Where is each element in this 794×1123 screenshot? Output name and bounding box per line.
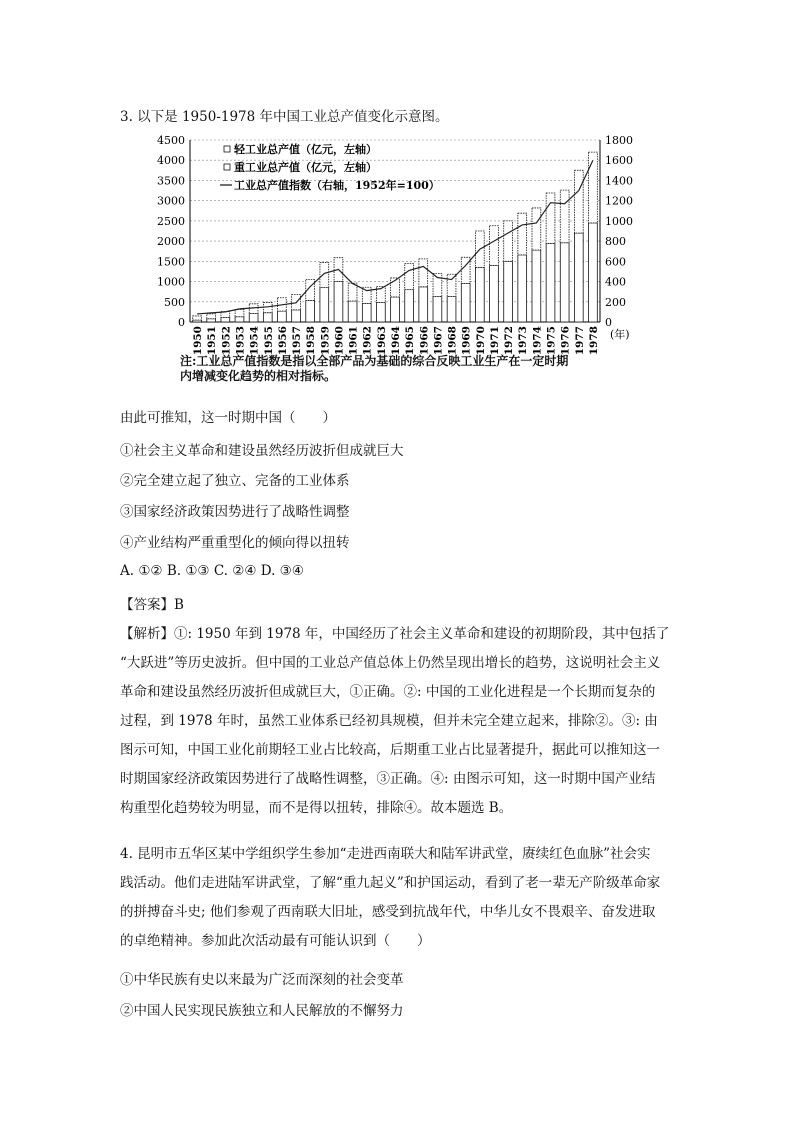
analysis-line-1 (120, 620, 680, 649)
bar-heavy-industry (292, 310, 301, 322)
right-tick-label: 1800 (605, 134, 633, 147)
right-tick-label: 1400 (605, 174, 633, 188)
x-tick-label: 1971 (488, 326, 501, 356)
bar-heavy-industry (518, 255, 527, 322)
right-tick-label: 1200 (605, 194, 633, 208)
x-tick-label: 1970 (474, 326, 487, 356)
bar-heavy-industry (461, 284, 470, 322)
left-tick-label: 1000 (157, 275, 185, 289)
bar-light-industry (193, 316, 202, 320)
left-tick-label: 4500 (157, 134, 185, 147)
bar-light-industry (490, 226, 499, 266)
bar-heavy-industry (546, 244, 555, 322)
analysis-label: 【解析】 (120, 626, 174, 642)
chart-note (180, 354, 620, 384)
bar-heavy-industry (320, 288, 329, 322)
x-tick-label: 1957 (291, 326, 304, 356)
bar-heavy-industry (405, 290, 414, 322)
bar-heavy-industry (475, 267, 484, 322)
x-tick-label: 1974 (531, 326, 544, 356)
chart-svg (150, 132, 650, 357)
analysis-line-6: 时期国家经济政策因势进行了战略性调整，③正确。④: 由图示可知，这一时期中国产业结 (120, 771, 656, 787)
x-tick-label: 1965 (404, 326, 417, 356)
x-tick-label: 1954 (248, 326, 261, 356)
left-tick-label: 500 (164, 295, 185, 309)
q3-prompt: 由此可推知，这一时期中国（ ） (120, 410, 336, 426)
x-tick-label: 1950 (192, 326, 205, 356)
bar-heavy-industry (207, 319, 216, 322)
right-tick-label: 0 (605, 316, 612, 329)
analysis-line-3: 革命和建设虽然经历波折但成就巨大，①正确。②: 中国的工业化进程是一个长期而复杂的 (120, 684, 656, 700)
bar-heavy-industry (278, 311, 287, 322)
right-tick-label: 800 (605, 235, 626, 249)
bar-heavy-industry (249, 314, 258, 322)
bar-heavy-industry (306, 301, 315, 322)
q3-option-1: ①社会主义革命和建设虽然经历波折但成就巨大 (120, 443, 404, 459)
x-tick-label: 1973 (517, 326, 530, 356)
legend-light-marker (224, 146, 230, 152)
x-tick-label: 1955 (262, 326, 275, 356)
left-tick-label: 2500 (157, 214, 185, 228)
bar-heavy-industry (532, 250, 541, 322)
right-tick-label: 1000 (605, 214, 633, 228)
q3-answer (120, 593, 184, 613)
legend-index-label: 工业总产值指数（右轴，1952年=100） (234, 179, 440, 192)
bar-light-industry (447, 274, 456, 296)
x-tick-label: 1952 (220, 326, 233, 356)
analysis-text-1: ①: 1950 年到 1978 年，中国经历了社会主义革命和建设的初期阶段，其中包括了 (174, 626, 670, 642)
q4-stem (120, 840, 680, 956)
x-tick-label: 1960 (333, 326, 346, 356)
x-tick-label: 1953 (234, 326, 247, 356)
bar-light-industry (320, 263, 329, 288)
bar-heavy-industry (490, 265, 499, 322)
x-tick-label: 1956 (276, 326, 289, 356)
right-tick-label: 200 (605, 295, 626, 309)
x-tick-label: 1972 (503, 326, 516, 356)
analysis-line-2: “大跃进”等历史波折。但中国的工业总产值总体上仍然呈现出增长的趋势，这说明社会主义 (120, 655, 661, 671)
q4-stem-line-4: 的卓绝精神。参加此次活动最有可能认识到（ ） (120, 933, 431, 949)
q4-stem-line-3: 的拼搏奋斗史; 他们参观了西南联大旧址，感受到抗战年代，中华儿女不畏艰辛、奋发进取 (120, 904, 656, 920)
q3-option-2: ②完全建立起了独立、完备的工业体系 (120, 473, 350, 489)
x-unit-label: (年) (610, 328, 630, 341)
answer-label: 【答案】 (120, 597, 174, 613)
x-tick-label: 1969 (460, 326, 473, 356)
answer-value: B (174, 597, 184, 613)
left-tick-label: 0 (178, 316, 185, 329)
bar-heavy-industry (504, 261, 513, 322)
bar-light-industry (207, 314, 216, 319)
left-tick-label: 4000 (157, 154, 185, 168)
bar-heavy-industry (560, 243, 569, 322)
x-tick-label: 1968 (446, 326, 459, 356)
x-tick-label: 1975 (545, 326, 558, 356)
left-tick-label: 3500 (157, 174, 185, 188)
bar-heavy-industry (334, 282, 343, 322)
q3-option-3: ③国家经济政策因势进行了战略性调整 (120, 504, 350, 520)
q4-option-1: ①中华民族有史以来最为广泛而深刻的社会变革 (120, 972, 404, 988)
industrial-output-chart (150, 132, 650, 392)
x-tick-label: 1978 (587, 326, 600, 356)
left-tick-label: 3000 (157, 194, 185, 208)
bar-heavy-industry (391, 297, 400, 322)
bar-light-industry (518, 213, 527, 255)
x-tick-label: 1961 (347, 326, 360, 356)
x-tick-label: 1976 (559, 326, 572, 356)
q3-stem: 3. 以下是 1950-1978 年中国工业总产值变化示意图。 (120, 109, 449, 125)
bar-heavy-industry (589, 223, 598, 322)
bar-light-industry (532, 208, 541, 250)
q3-option-4: ④产业结构严重重型化的倾向得以扭转 (120, 535, 350, 551)
bar-heavy-industry (348, 301, 357, 322)
q4-option-2: ②中国人民实现民族独立和人民解放的不懈努力 (120, 1003, 404, 1019)
bar-heavy-industry (362, 303, 371, 322)
legend-light-label: 轻工业总产值（亿元，左轴） (234, 143, 377, 156)
bar-light-industry (235, 309, 244, 316)
bar-light-industry (546, 193, 555, 244)
chart-note-line2: 内增减变化趋势的相对指标。 (180, 369, 337, 383)
bar-light-industry (504, 221, 513, 261)
q3-analysis (120, 620, 680, 823)
bar-light-industry (589, 152, 598, 223)
chart-note-line1: 注:工业总产值指数是指以全部产品为基础的综合反映工业生产在一定时期 (180, 354, 569, 368)
q4-stem-line-2: 践活动。他们走进陆军讲武堂，了解“重九起义”和护国运动，看到了老一辈无产阶级革命家 (120, 875, 661, 891)
analysis-line-7: 构重型化趋势较为明显，而不是得以扭转，排除④。故本题选 B。 (120, 800, 513, 816)
x-tick-label: 1959 (319, 326, 332, 356)
bar-light-industry (574, 170, 583, 233)
legend-heavy-marker (224, 164, 230, 170)
analysis-line-5: 图示可知，中国工业化前期轻工业占比较高，后期重工业占比显著提升，据此可以推知这一 (120, 742, 660, 758)
left-tick-label: 2000 (157, 235, 185, 249)
right-tick-label: 400 (605, 275, 626, 289)
q3-choices: A. ①② B. ①③ C. ②④ D. ③④ (120, 563, 304, 579)
right-tick-label: 600 (605, 255, 626, 269)
x-tick-label: 1958 (305, 326, 318, 356)
bar-light-industry (348, 283, 357, 301)
q4-stem-line-1: 4. 昆明市五华区某中学组织学生参加“走进西南联大和陆军讲武堂，赓续红色血脉”社会实 (120, 846, 651, 862)
bar-light-industry (405, 263, 414, 289)
x-tick-label: 1966 (418, 326, 431, 356)
bar-heavy-industry (433, 297, 442, 322)
x-tick-label: 1967 (432, 326, 445, 356)
bar-heavy-industry (447, 297, 456, 322)
analysis-line-4: 过程，到 1978 年时，虽然工业体系已经初具规模，但并未完全建立起来，排除②。③: 由 (120, 713, 658, 729)
x-tick-label: 1964 (390, 326, 402, 356)
right-tick-label: 1600 (605, 154, 633, 168)
bar-heavy-industry (263, 313, 272, 322)
bar-heavy-industry (419, 287, 428, 322)
bar-heavy-industry (235, 317, 244, 322)
x-tick-label: 1962 (361, 326, 374, 356)
x-tick-label: 1977 (573, 326, 586, 356)
bar-light-industry (419, 259, 428, 287)
x-tick-label: 1951 (206, 326, 219, 356)
x-tick-label: 1963 (375, 326, 388, 356)
bar-light-industry (560, 190, 569, 243)
bar-heavy-industry (574, 233, 583, 322)
legend-heavy-label: 重工业总产值（亿元，左轴） (234, 161, 377, 174)
left-tick-label: 1500 (157, 255, 185, 269)
bar-heavy-industry (376, 303, 385, 322)
bar-heavy-industry (221, 318, 230, 322)
